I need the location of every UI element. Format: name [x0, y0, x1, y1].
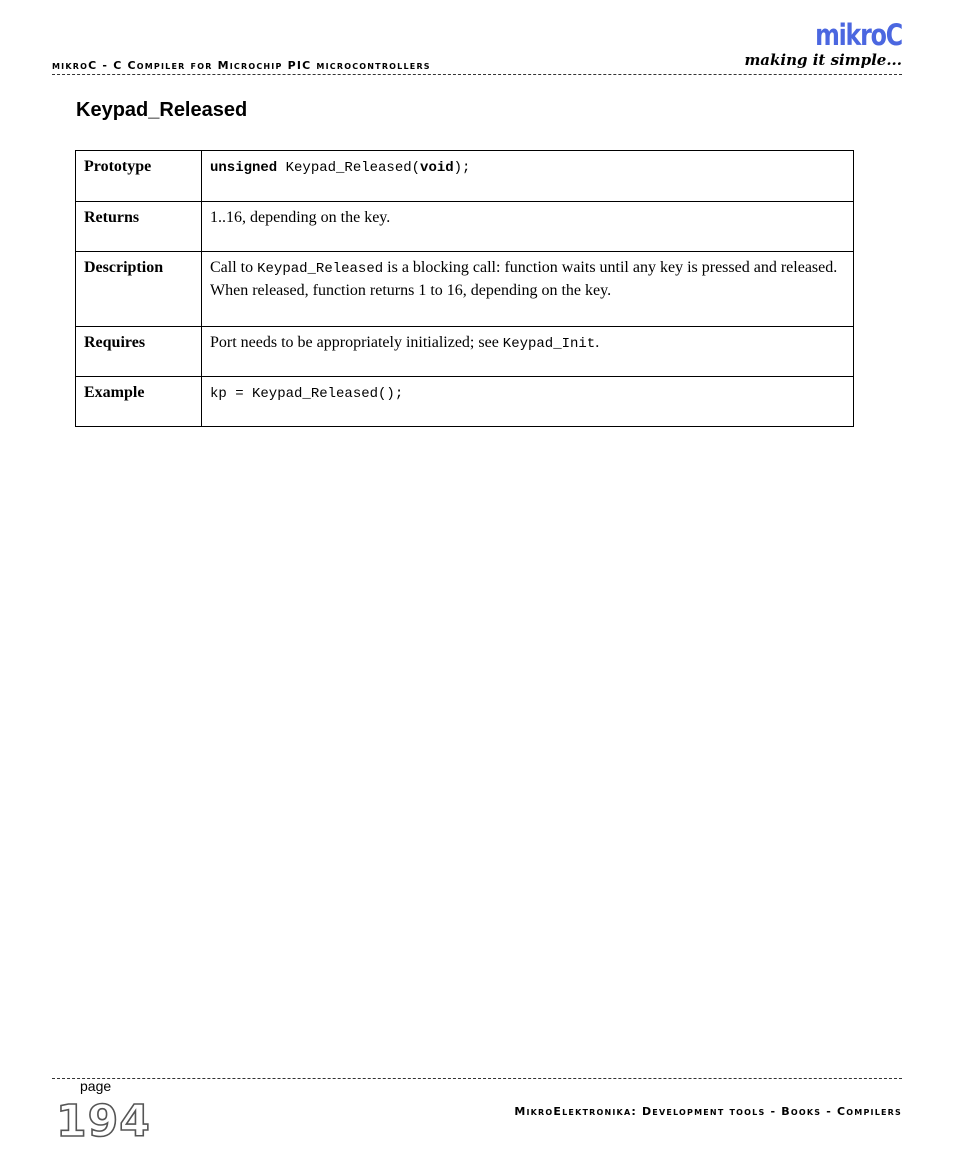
footer-publisher-text: MikroElektronika: Development tools - Books - Compilers [514, 1105, 902, 1118]
footer-divider [52, 1078, 902, 1079]
returns-value: 1..16, depending on the key. [202, 202, 854, 252]
returns-row [76, 202, 854, 252]
page-label: page [80, 1078, 112, 1094]
description-value [202, 252, 854, 327]
requires-pre: Port needs to be appropriately initialized; see [210, 334, 503, 351]
example-code: kp = Keypad_Released(); [210, 386, 404, 402]
page-title: Keypad_Released [76, 99, 248, 121]
header-divider [52, 74, 902, 75]
prototype-value [202, 151, 854, 202]
prototype-label: Prototype [76, 151, 202, 202]
prototype-function-name: Keypad_Released( [277, 160, 421, 176]
requires-value [202, 327, 854, 377]
prototype-row [76, 151, 854, 202]
prototype-keyword-unsigned: unsigned [210, 160, 278, 176]
example-value [202, 377, 854, 427]
requires-post: . [595, 334, 600, 351]
returns-label: Returns [76, 202, 202, 252]
header-tagline: making it simple... [744, 51, 902, 69]
requires-row [76, 327, 854, 377]
requires-label: Requires [76, 327, 202, 377]
function-spec-table [75, 150, 854, 427]
mikroc-logo: mikroC [815, 18, 902, 52]
prototype-end: ); [453, 160, 471, 176]
description-code: Keypad_Released [257, 261, 384, 277]
example-label: Example [76, 377, 202, 427]
description-label: Description [76, 252, 202, 327]
description-pre: Call to [210, 259, 258, 276]
prototype-keyword-void: void [420, 160, 454, 176]
example-row [76, 377, 854, 427]
page-number: 194 [56, 1096, 151, 1147]
requires-code: Keypad_Init [502, 336, 596, 352]
description-post: is a blocking call: function waits until any key is pressed and released. When released, function returns 1 to 16, depending on the key. [210, 259, 838, 299]
description-row [76, 252, 854, 327]
header-title: mikroC - C Compiler for Microchip PIC microcontrollers [52, 59, 431, 72]
